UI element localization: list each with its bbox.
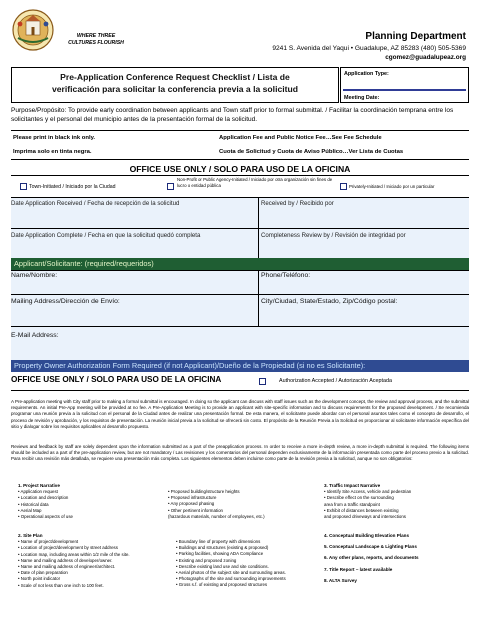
motto-line-2: CULTURES FLOURISH xyxy=(68,40,124,46)
department-name: Planning Department xyxy=(365,31,466,42)
checklist-project-narrative xyxy=(18,483,73,520)
list-item: and proposed driveways and intersections xyxy=(324,514,407,520)
section-title: 8. ALTA Survey xyxy=(324,577,357,583)
application-info-box xyxy=(340,67,469,103)
applicant-name-label: Name/Nombre: xyxy=(11,272,58,279)
section-title: 1. Project Narrative xyxy=(18,483,60,488)
completeness-review-label: Completeness Review by / Revisión de integridad por xyxy=(261,232,406,239)
nonprofit-initiated-label: Non-Profit or Public Agency-Initiated / Iniciado por otra organización sin fines de lucro o entidad pública xyxy=(177,177,333,188)
checklist-project-narrative-2 xyxy=(168,489,265,520)
town-initiated-label: Town-Initiated / Iniciado por la Ciudad xyxy=(29,184,116,190)
review-feedback-description: Reviews and feedback by staff are solely dependent upon the information submitted as a part of the preapplication process. In order to receive a more in-depth review, a more in-depth submittal is required. The following items should be included as a part of the pre-application review, but are not mandatory / Las revisiones y los comentarios del personal dependen exclusivamente de la información presentada como parte del proceso previo a la solicitud. Para recibir una revisión más detallada, se requiere una presentación más completa. Los siguientes elementos deben incluirse como parte de la revisión previa a la solicitud, aunque no son obligatorios: xyxy=(11,444,469,462)
list-item: • Proposed building/structure heights xyxy=(168,489,240,494)
list-item: • Existing and proposed zoning xyxy=(176,557,237,563)
application-type-field[interactable] xyxy=(343,89,466,91)
application-type-label: Application Type: xyxy=(344,71,389,77)
office-use-title: OFFICE USE ONLY / SOLO PARA USO DE LA OFICINA xyxy=(11,162,469,176)
section-title: 4. Conceptual Building Elevation Plans xyxy=(324,533,409,538)
list-item: • Name and mailing address of engineer/architect. xyxy=(18,564,116,570)
nonprofit-initiated-checkbox[interactable] xyxy=(167,183,174,190)
list-item: • Exhibit of distances between existing xyxy=(324,507,399,513)
section-title: 7. Title Report – latest available xyxy=(324,566,393,572)
checklist-site-plan xyxy=(18,533,130,589)
applicant-phone-label: Phone/Teléfono: xyxy=(261,272,311,279)
list-item: • Gross s.f. of existing and proposed structures xyxy=(176,582,268,588)
list-item: area from a traffic standpoint xyxy=(324,501,380,507)
checklist-other-items xyxy=(324,533,419,584)
instruction-black-ink: Please print in black ink only. xyxy=(13,135,96,141)
list-item: • Date of plan preparation xyxy=(18,570,68,576)
list-item: • Any proposed phasing xyxy=(168,501,215,507)
list-item: • Location and description xyxy=(18,495,69,501)
list-item: • Boundary line of property with dimensions xyxy=(176,539,261,544)
list-item: • Describe effect on the surrounding xyxy=(324,495,394,501)
purpose-statement: Purpose/Propósito: To provide early coordination between applicants and Town staff prior to formal submittal. / Facilitar la coordinación temprana entre los solicitantes y el personal del municipio antes de la presentación formal de la solicitud. xyxy=(11,107,454,124)
list-item: • Name of project/development xyxy=(18,539,79,545)
received-date-label: Date Application Received / Fecha de recepción de la solicitud xyxy=(11,200,180,207)
checklist-site-plan-2 xyxy=(176,539,286,589)
list-item: • Name and mailing address of developer/owner. xyxy=(18,557,113,563)
applicant-fields xyxy=(11,270,469,360)
owner-authorization-header: Property Owner Authorization Form Required (if not Applicant)/Dueño de la Propiedad (si no es Solicitante): xyxy=(11,360,469,372)
department-email[interactable]: cgomez@guadalupeaz.org xyxy=(385,54,466,61)
section-title: 3. Traffic Impact Narrative xyxy=(324,483,381,488)
privately-initiated-label: Privately-Initiated / Iniciado por un particular xyxy=(349,184,435,189)
fee-schedule-note-es: Cuota de Solicitud y Cuota de Aviso Público…Ver Lista de Cuotas xyxy=(219,149,404,155)
authorization-accepted-label: Authorization Accepted / Autorización Aceptada xyxy=(279,378,392,384)
received-by-label: Received by / Recibido por xyxy=(261,200,334,207)
title-line-2: verificación para solicitar la conferencia previa a la solicitud xyxy=(52,84,298,94)
list-item: • Location of project/development by street address xyxy=(18,545,118,551)
list-item: • Application request xyxy=(18,489,58,495)
pre-app-description: A Pre-application meeting with City staff prior to making a formal submittal is encouraged. In doing so the applicant can discuss with staff issues such as the development concept, the review and approval process, and the submittal requirements. An initial Pre-App meeting will be provided at no fee. A Pre-Application Meeting is to provide an applicant with site-specific information and to discuss requirements for the proposed development. / Se recomienda programar una reunión previa a la solicitud con el personal de la Ciudad antes de realizar una presentación formal. De esta manera, el solicitante puede abordar con el personal asuntos tales como el concepto de desarrollo, el proceso de revisión y aprobación, y los requisitos de presentación. La reunión inicial previa a la solicitud se ofrecerá sin costo. El propósito de la Reunión Previa a la Solicitud es proporcionar al solicitante información específica del sitio y dialogar sobre los requisitos aplicables al desarrollo propuesto. xyxy=(11,399,470,429)
instruction-black-ink-es: Imprima solo en tinta negra. xyxy=(13,149,92,155)
list-item: • Parking facilities, showing ADA Compliance xyxy=(176,551,264,557)
list-item: • Aerial Map xyxy=(18,507,42,513)
list-item: • Photographs of the site and surrounding improvements xyxy=(176,576,286,582)
owner-office-use xyxy=(11,373,469,391)
form-title xyxy=(11,67,339,103)
list-item: • Identify Site Access, vehicle and pedestrian xyxy=(324,489,412,495)
privately-initiated-checkbox[interactable] xyxy=(340,183,347,190)
list-item: • Proposed infrastructure xyxy=(168,495,217,501)
authorization-accepted-checkbox[interactable] xyxy=(259,378,266,385)
complete-date-label: Date Application Complete / Fecha en que la solicitud quedó completa xyxy=(11,232,201,239)
list-item: • Other pertinent information xyxy=(168,507,223,513)
list-item: • Scale of not less than one inch to 100 feet. xyxy=(18,582,104,588)
section-title: 5. Conceptual Landscape & Lighting Plans xyxy=(324,544,417,550)
town-seal-logo xyxy=(8,8,58,52)
fee-schedule-note: Application Fee and Public Notice Fee…See Fee Schedule xyxy=(219,135,382,141)
list-item: • Aerial photos of the subject site and surrounding areas. xyxy=(176,570,286,576)
department-address: 9241 S. Avenida del Yaqui • Guadalupe, AZ 85283 (480) 505-5369 xyxy=(272,45,466,52)
list-item: • North point indicator xyxy=(18,576,61,582)
applicant-section-header: Applicant/Solicitante: (required/requeridos) xyxy=(11,258,469,270)
title-line-1: Pre-Application Conference Request Checklist / Lista de xyxy=(60,72,290,82)
section-title: 6. Any other plans, reports, and documents xyxy=(324,555,419,561)
section-title: 2. Site Plan xyxy=(18,533,43,538)
meeting-date-label: Meeting Date: xyxy=(344,95,380,101)
town-motto xyxy=(58,33,134,47)
town-initiated-checkbox[interactable] xyxy=(20,183,27,190)
motto-line-1: WHERE THREE xyxy=(76,33,116,39)
email-address-label: E-Mail Address: xyxy=(11,332,59,339)
list-item: • Describe existing land use and site conditions. xyxy=(176,563,269,569)
owner-office-use-title: OFFICE USE ONLY / SOLO PARA USO DE LA OFICINA xyxy=(11,375,222,384)
mailing-address-label: Mailing Address/Dirección de Envío: xyxy=(11,298,120,305)
office-use-fields xyxy=(11,197,469,258)
instructions-box xyxy=(11,130,469,160)
list-item: • Operational aspects of use xyxy=(18,514,73,520)
checklist-traffic-narrative xyxy=(324,483,411,520)
list-item: • Location map, including areas within 1/2 mile of the site. xyxy=(18,551,130,557)
city-state-zip-label: City/Ciudad, State/Estado, Zip/Código postal: xyxy=(261,298,398,305)
list-item: • Historical data xyxy=(18,501,49,507)
list-item: (hazardous materials, number of employees, etc.) xyxy=(168,513,265,519)
list-item: • Buildings and structures (existing & proposed) xyxy=(176,545,269,551)
